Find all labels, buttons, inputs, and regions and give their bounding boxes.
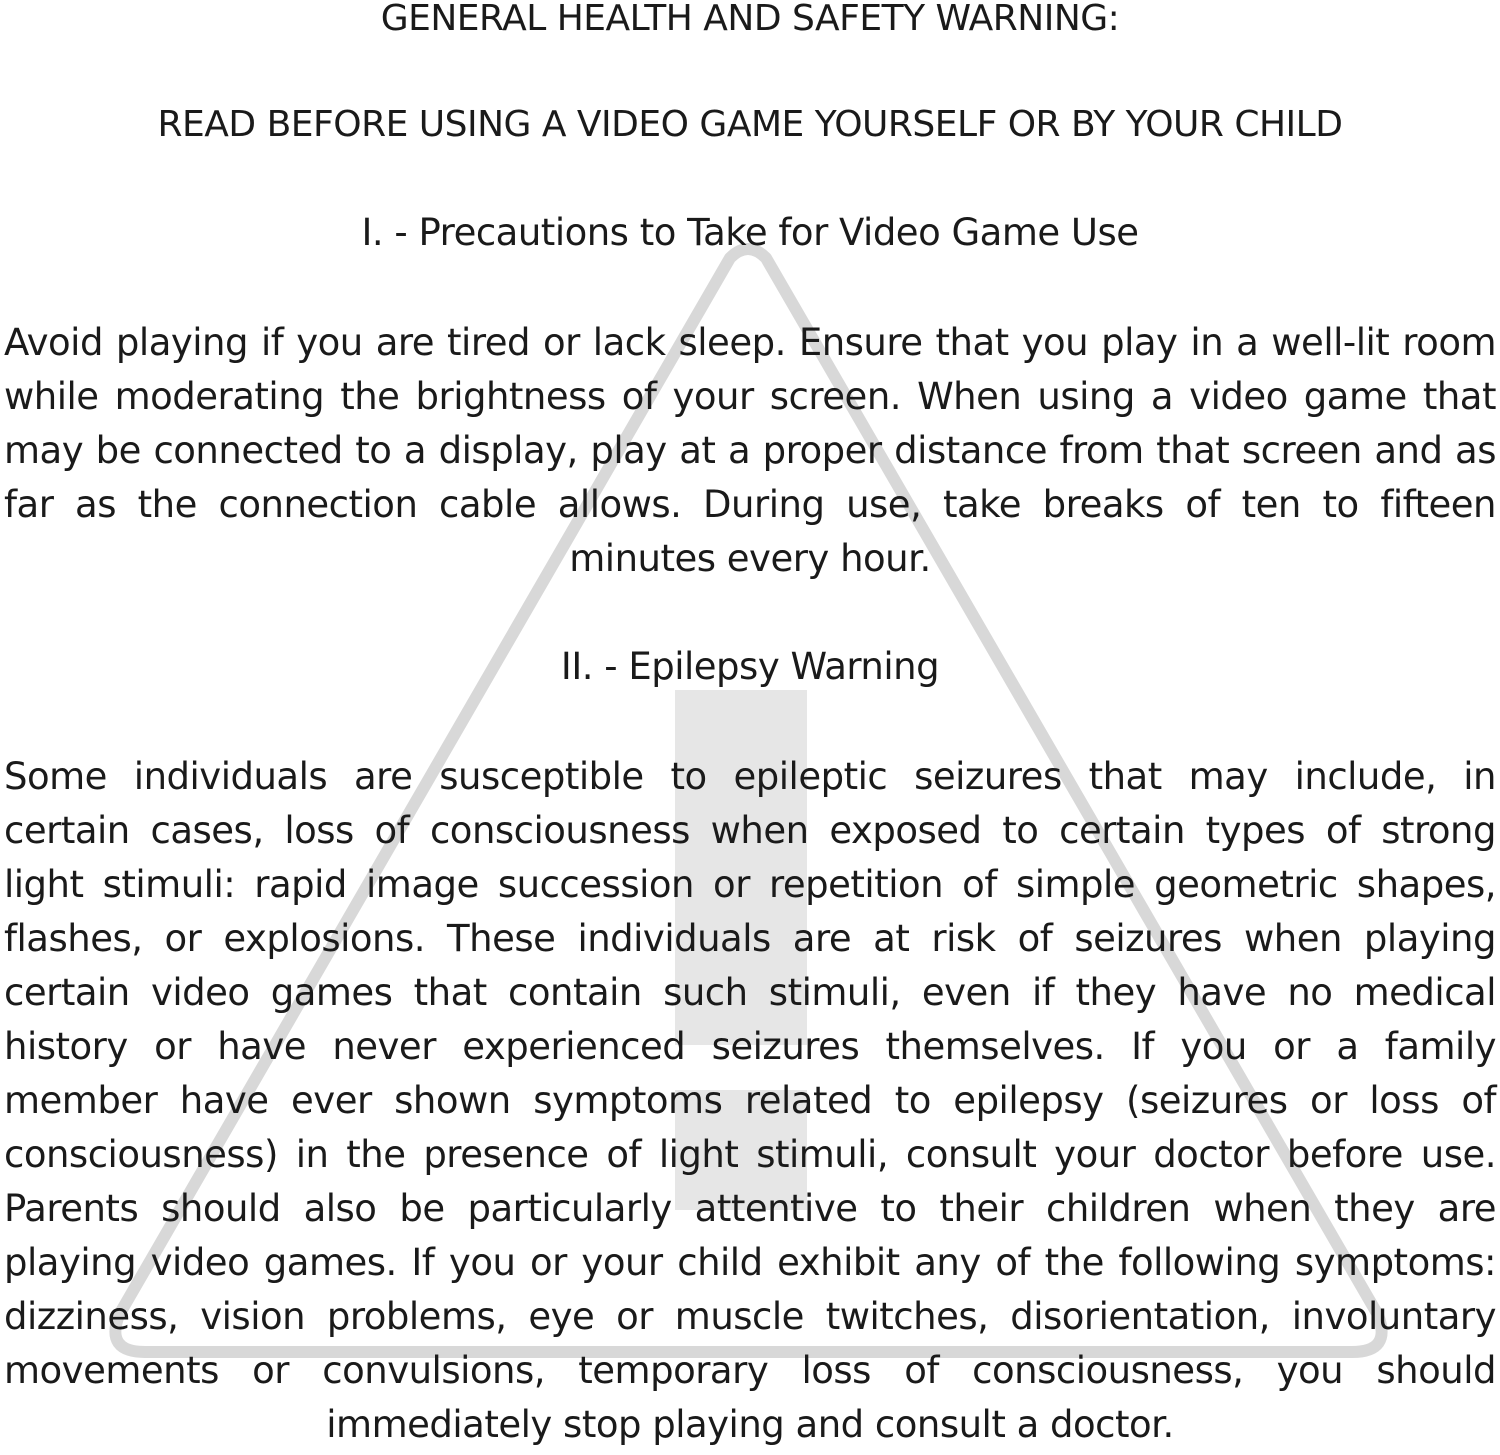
- section-heading-epilepsy: II. - Epilepsy Warning: [560, 645, 940, 688]
- epilepsy-line: certain video games that contain such stimuli, even if they have no medical: [4, 971, 1496, 1014]
- epilepsy-line: immediately stop playing and consult a doctor.: [326, 1403, 1174, 1446]
- document-subtitle: READ BEFORE USING A VIDEO GAME YOURSELF OR BY YOUR CHILD: [157, 104, 1343, 145]
- epilepsy-line: light stimuli: rapid image succession or repetition of simple geometric shapes,: [4, 863, 1496, 906]
- precautions-line: minutes every hour.: [569, 537, 931, 580]
- precautions-line: far as the connection cable allows. During use, take breaks of ten to fifteen: [4, 483, 1496, 526]
- epilepsy-line: Parents should also be particularly attentive to their children when they are: [4, 1187, 1496, 1230]
- epilepsy-line: Some individuals are susceptible to epileptic seizures that may include, in: [4, 755, 1496, 798]
- epilepsy-line: history or have never experienced seizures themselves. If you or a family: [4, 1025, 1496, 1068]
- epilepsy-line: certain cases, loss of consciousness when exposed to certain types of strong: [4, 809, 1496, 852]
- document-title: GENERAL HEALTH AND SAFETY WARNING:: [380, 0, 1120, 39]
- epilepsy-line: dizziness, vision problems, eye or muscle twitches, disorientation, involuntary: [4, 1295, 1496, 1338]
- epilepsy-line: consciousness) in the presence of light stimuli, consult your doctor before use.: [4, 1133, 1496, 1176]
- epilepsy-line: movements or convulsions, temporary loss of consciousness, you should: [4, 1349, 1496, 1392]
- precautions-line: while moderating the brightness of your screen. When using a video game that: [4, 375, 1496, 418]
- precautions-line: Avoid playing if you are tired or lack sleep. Ensure that you play in a well-lit room: [4, 321, 1496, 364]
- epilepsy-line: member have ever shown symptoms related to epilepsy (seizures or loss of: [4, 1079, 1496, 1122]
- section-heading-precautions: I. - Precautions to Take for Video Game Use: [361, 211, 1139, 254]
- precautions-line: may be connected to a display, play at a proper distance from that screen and as: [4, 429, 1496, 472]
- epilepsy-line: flashes, or explosions. These individuals are at risk of seizures when playing: [4, 917, 1496, 960]
- epilepsy-line: playing video games. If you or your child exhibit any of the following symptoms:: [4, 1241, 1496, 1284]
